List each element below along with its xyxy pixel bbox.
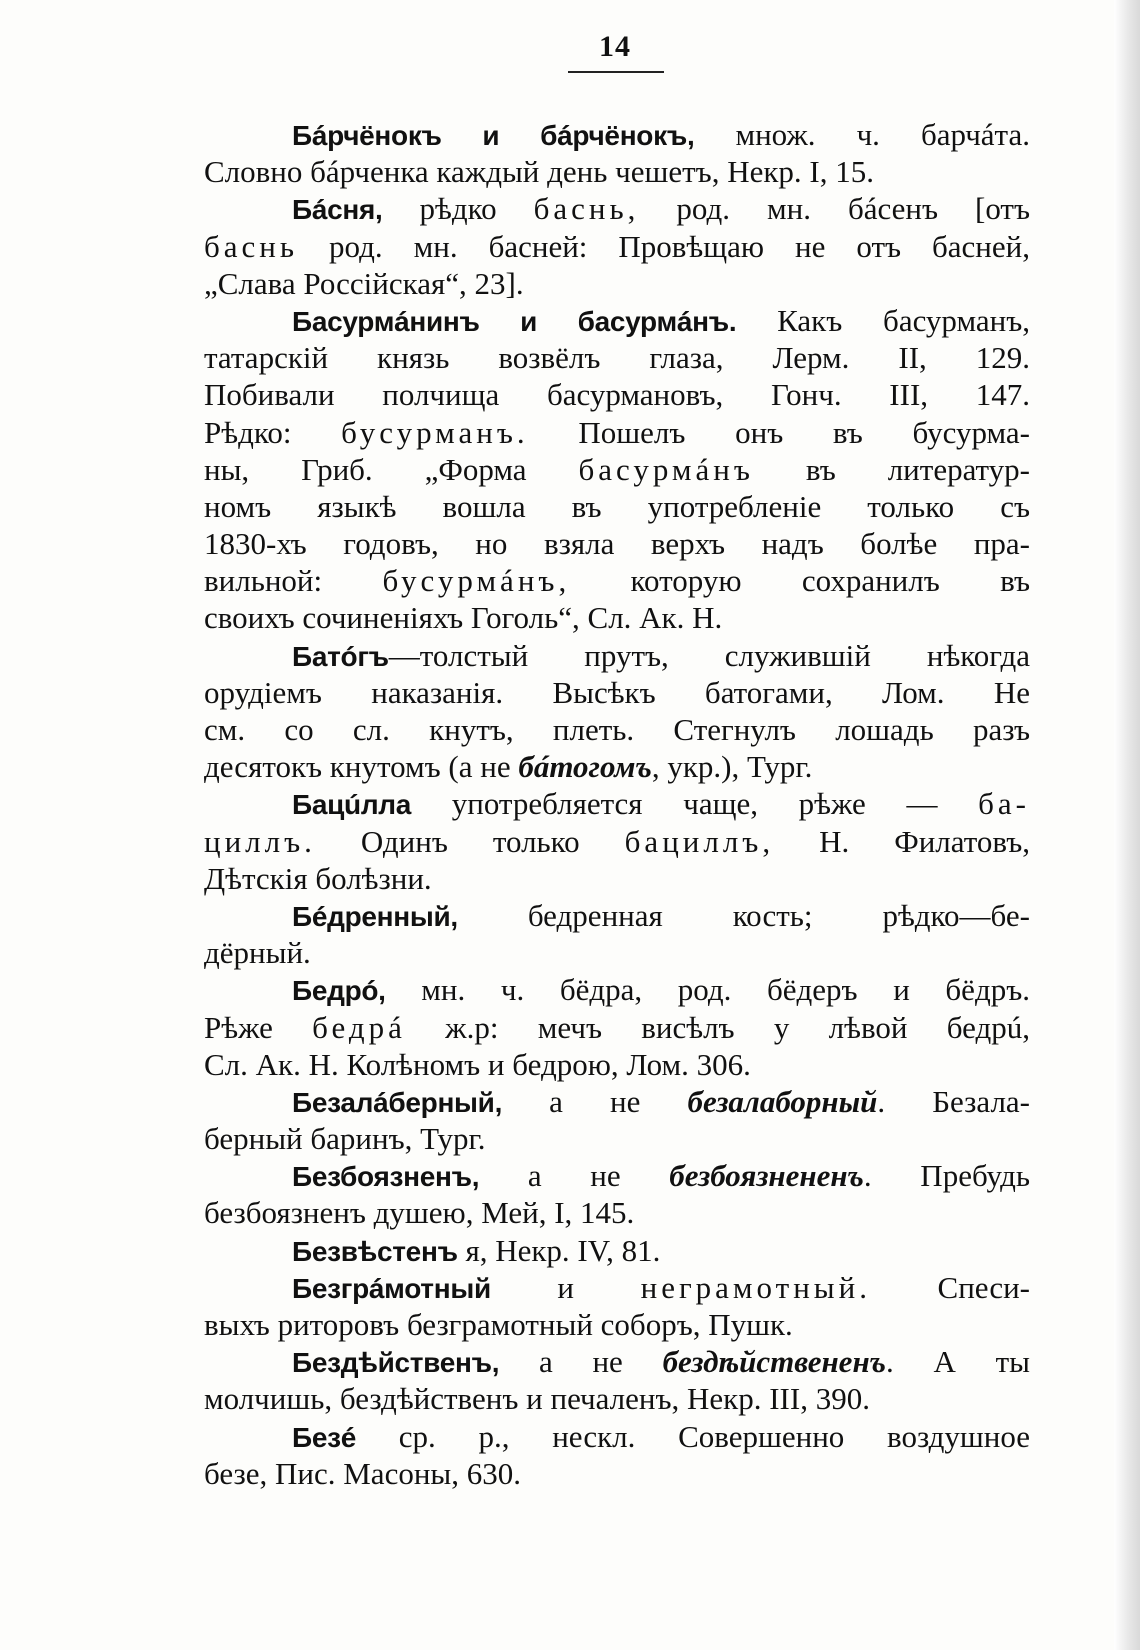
entry-line <box>204 488 1030 525</box>
headword: Бедрó, <box>292 975 386 1007</box>
entry-line <box>204 525 1030 562</box>
entry-line <box>204 376 1030 413</box>
spaced-variant: ба- <box>978 786 1030 822</box>
headword: Бáрчёнокъ и бáрчёнокъ, <box>292 120 695 151</box>
entry-text: Рѣже <box>204 1009 313 1045</box>
entry-line <box>204 153 1030 190</box>
entry-line <box>204 823 1030 860</box>
entry-text: ны, Гриб. „Форма <box>204 451 579 487</box>
headword: Безалáберный, <box>292 1086 503 1118</box>
entry-first-line <box>204 116 1030 153</box>
entry-text: вильной: <box>204 563 383 599</box>
entry-text: ср. р., нескл. Совершенно воздушное <box>356 1418 1030 1454</box>
entry-text: 1830-хъ годовъ, но взяла верхъ надъ болѣе пра- <box>204 526 1030 562</box>
dictionary-entry <box>204 302 1030 637</box>
spaced-variant: неграмотный. <box>640 1269 871 1305</box>
spaced-variant: циллъ. <box>204 823 316 859</box>
dictionary-entry <box>204 116 1030 190</box>
headword: Безгрáмотный <box>292 1272 491 1304</box>
dictionary-entry <box>204 1083 1030 1157</box>
entry-line <box>204 1120 1030 1157</box>
entry-first-line <box>204 1418 1030 1455</box>
dictionary-entry <box>204 1418 1030 1492</box>
entry-first-line <box>204 190 1030 227</box>
entry-text: Рѣдко: <box>204 414 342 450</box>
spaced-variant: бусурмáнъ, <box>382 563 571 599</box>
entry-text: рѣдко <box>382 191 534 227</box>
dictionary-entry <box>204 1269 1030 1343</box>
entry-text: берный баринъ, Тург. <box>204 1121 486 1157</box>
entry-text: десятокъ кнутомъ (а не <box>204 749 519 785</box>
entry-text: и <box>490 1269 641 1305</box>
entry-first-line <box>204 971 1030 1008</box>
entry-text: . А ты <box>885 1344 1030 1380</box>
spaced-variant: бедрá <box>312 1009 406 1045</box>
entry-text: орудіемъ наказанія. Высѣкъ батогами, Лом. Не <box>204 674 1030 710</box>
entry-text: Пошелъ онъ въ бусурма- <box>528 414 1030 450</box>
dictionary-entry <box>204 897 1030 971</box>
entry-text: множ. ч. барчáта. <box>694 117 1030 152</box>
entry-text: я, Некр. IV, 81. <box>457 1232 661 1268</box>
headword: Батóгъ <box>292 640 389 672</box>
dictionary-entry <box>204 1343 1030 1417</box>
entry-line <box>204 1306 1030 1343</box>
entry-text: Одинъ только <box>315 823 625 859</box>
entry-line <box>204 1046 1030 1083</box>
incorrect-form: бáтогомъ <box>518 749 652 785</box>
dictionary-entry <box>204 190 1030 302</box>
entry-text: въ литератур- <box>753 451 1030 487</box>
entry-text: а не <box>502 1083 688 1119</box>
entry-text: ж.р: мечъ висѣлъ у лѣвой бедрú, <box>405 1009 1030 1045</box>
entry-text: номъ языкѣ вошла въ употребленіе только съ <box>204 488 1030 524</box>
page-number: 14 <box>599 30 631 63</box>
spaced-variant: баснь, <box>533 191 640 227</box>
entry-text: род. мн. басней: Провѣщаю не отъ басней, <box>298 228 1030 264</box>
entry-line <box>204 1455 1030 1492</box>
entry-text: молчишь, бездѣйственъ и печаленъ, Некр. III, 390. <box>204 1381 870 1417</box>
headword: Бездѣйственъ, <box>292 1347 500 1379</box>
entry-first-line <box>204 1083 1030 1120</box>
entry-first-line <box>204 1269 1030 1306</box>
entry-text: Какъ басурманъ, <box>736 302 1030 338</box>
entry-text: а не <box>499 1344 663 1380</box>
page-edge-shadow <box>1114 0 1140 1650</box>
entry-text: Н. Филатовъ, <box>774 823 1030 859</box>
spaced-variant: баснь <box>204 228 299 264</box>
entry-first-line <box>204 1157 1030 1194</box>
headword: Бáсня, <box>292 194 383 226</box>
entry-text: „Слава Россійская“, 23]. <box>204 265 524 301</box>
headword: Безбоязненъ, <box>292 1161 480 1193</box>
dictionary-entry <box>204 1232 1030 1269</box>
entry-line <box>204 414 1030 451</box>
entry-text: безе, Пис. Масоны, 630. <box>204 1455 521 1491</box>
entry-line <box>204 1194 1030 1231</box>
incorrect-form: безбоязнененъ <box>669 1158 864 1194</box>
entry-text: а не <box>479 1158 670 1194</box>
headword: Басурмáнинъ и басурмáнъ. <box>292 305 737 337</box>
entry-text: . Пребудь <box>863 1158 1030 1194</box>
entry-first-line <box>204 897 1030 934</box>
entry-line <box>204 860 1030 897</box>
entry-first-line <box>204 785 1030 822</box>
spaced-variant: бациллъ, <box>624 823 775 859</box>
entry-text: род. мн. бáсенъ [отъ <box>639 191 1030 227</box>
entry-text: . Безала- <box>877 1083 1030 1119</box>
entry-text: дёрный. <box>204 935 311 971</box>
headword: Бéдренный, <box>292 900 458 932</box>
headword: Безé <box>292 1421 356 1453</box>
entry-line <box>204 228 1030 265</box>
entry-line <box>204 711 1030 748</box>
entry-line <box>204 451 1030 488</box>
entry-line <box>204 748 1030 785</box>
page-number-underline <box>568 71 664 73</box>
dictionary-text <box>204 116 1030 1492</box>
entry-text: безбоязненъ душею, Мей, I, 145. <box>204 1195 635 1231</box>
spaced-variant: басурмáнъ <box>578 451 754 487</box>
entry-line <box>204 562 1030 599</box>
entry-text: татарскій князь возвёлъ глаза, Лерм. II, 129. <box>204 340 1030 376</box>
entry-text: своихъ сочиненіяхъ Гоголь“, Сл. Ак. Н. <box>204 600 723 636</box>
entry-line <box>204 1380 1030 1417</box>
entry-text: —толстый прутъ, служившій нѣкогда <box>388 637 1030 673</box>
incorrect-form: бездѣйствененъ <box>662 1344 886 1380</box>
entry-text: см. со сл. кнутъ, плеть. Стегнулъ лошадь разъ <box>204 712 1030 747</box>
entry-first-line <box>204 1343 1030 1380</box>
entry-line <box>204 674 1030 711</box>
incorrect-form: безалаборный <box>687 1083 878 1119</box>
entry-text: мн. ч. бёдра, род. бёдеръ и бёдръ. <box>385 972 1030 1008</box>
entry-first-line <box>204 302 1030 339</box>
dictionary-entry <box>204 1157 1030 1231</box>
spaced-variant: бусурманъ. <box>341 414 529 450</box>
entry-line <box>204 265 1030 302</box>
entry-line <box>204 339 1030 376</box>
headword: Безвѣстенъ <box>292 1235 458 1267</box>
entry-text: которую сохранилъ въ <box>570 563 1030 599</box>
entry-text: Дѣтскія болѣзни. <box>204 860 432 896</box>
entry-first-line <box>204 637 1030 674</box>
entry-text: Побивали полчища басурмановъ, Гонч. III, 147. <box>204 377 1030 413</box>
entry-text: , укр.), Тург. <box>651 749 813 785</box>
dictionary-entry <box>204 637 1030 786</box>
dictionary-entry <box>204 971 1030 1083</box>
entry-text: бедренная кость; рѣдко—бе- <box>457 897 1030 933</box>
entry-first-line <box>204 1232 1030 1269</box>
headword: Бацúлла <box>292 789 412 821</box>
dictionary-entry <box>204 785 1030 897</box>
entry-line <box>204 934 1030 971</box>
entry-text: Спеси- <box>870 1269 1030 1305</box>
entry-line <box>204 1009 1030 1046</box>
entry-text: Сл. Ак. Н. Колѣномъ и бедрою, Лом. 306. <box>204 1046 751 1082</box>
entry-text: Словно бáрченка каждый день чешетъ, Некр. I, 15. <box>204 154 874 190</box>
entry-line <box>204 599 1030 636</box>
entry-text: выхъ риторовъ безграмотный соборъ, Пушк. <box>204 1307 793 1342</box>
entry-text: употребляется чаще, рѣже — <box>411 786 979 822</box>
